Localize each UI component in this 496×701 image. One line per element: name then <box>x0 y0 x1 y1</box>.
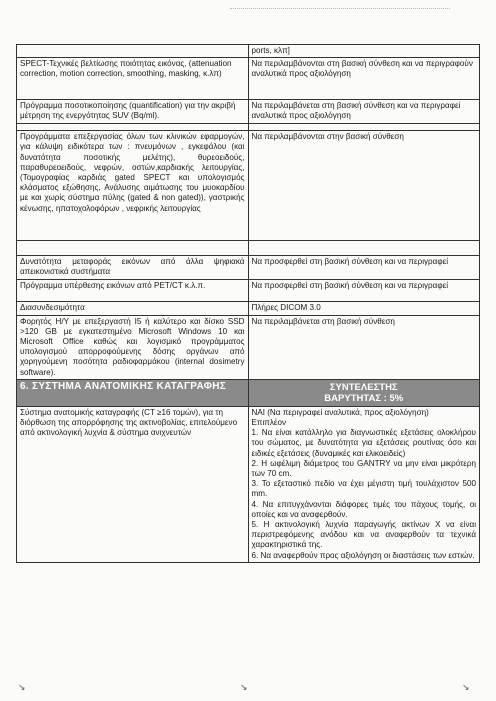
table-row <box>17 256 480 279</box>
spec-cell: Φορητός Η/Υ με επεξεργαστή I5 ή καλύτερο και δίσκο SSD >120 GB με εγκατεστημένο Microsoft Windows 10 και Microsoft Office καθώς και λογισμικό προγράμματος υπολογισμού απορροφούμενης δόσης οργάνων από χορηγούμενη ποσότητα ραδιοφαρμάκου (internal dosimetry software). <box>17 315 249 379</box>
header-artifact <box>230 8 450 10</box>
list-item: 3. Το εξεταστικό πεδίο να έχει μέγιστη τιμή τουλάχιστον 500 mm. <box>251 479 476 499</box>
spec-cell: Σύστημα ανατομικής καταγραφής (CT ≥16 τομών), για τη διόρθωση της απορρόφησης της ακτινοβολίας, επιτελούμενο από ακτινολογική λυχνία & σύστημα ανιχνευτών <box>17 406 249 562</box>
requirement-cell: Πλήρες DICOM 3.0 <box>248 301 480 315</box>
weight-label: ΣΥΝΤΕΛΕΣΤΗΣ <box>329 381 398 393</box>
requirement-cell: Να προσφερθεί στη βασική σύνθεση και να περιγραφεί <box>248 256 480 279</box>
requirement-intro: ΝΑΙ (Να περιγραφεί αναλυτικά, προς αξιολόγηση) <box>251 407 429 417</box>
spec-cell: Πρόγραμμα ποσοτικοποίησης (quantification) για την ακριβή μέτρηση της ενεργότητας SUV (Bq/ml). <box>17 100 249 124</box>
list-item: 1. Να είναι κατάλληλο για διαγνωστικές εξετάσεις ολοκλήρου του σώματος, με δυνατότητα για εξετάσεις ρουτίνας όσο και ειδικές εξετάσεις (δυναμικές και ελικοειδείς) <box>251 428 476 458</box>
section-title: 6. ΣΥΣΤΗΜΑ ΑΝΑΤΟΜΙΚΗΣ ΚΑΤΑΓΡΑΦΗΣ <box>17 379 249 406</box>
spacer-row <box>17 124 480 131</box>
list-item: 6. Να αναφερθούν προς αξιολόγηση οι διαστάσεις των εστιών. <box>251 550 475 560</box>
table-row <box>17 58 480 100</box>
requirement-cell: Να προσφερθεί στη βασική σύνθεση και να περιγραφεί <box>248 279 480 301</box>
spec-document <box>16 44 480 563</box>
requirement-cell: Να περιλαμβάνεται στη βασική σύνθεση <box>248 315 480 379</box>
table-row <box>17 279 480 301</box>
table-row <box>17 406 480 562</box>
list-item: 5. Η ακτινολογική λυχνία παραγωγής ακτίνων Χ να είναι περιστρεφόμενης ανόδου και να αναφερθούν τα τεχνικά χαρακτηριστικά της. <box>251 520 476 550</box>
requirement-cell: Να περιλαμβάνονται στη βασική σύνθεση και να περιγραφούν αναλυτικά προς αξιολόγηση <box>248 58 480 100</box>
table-row <box>17 315 480 379</box>
spec-cell: Πρόγραμμα υπέρθεσης εικόνων από PET/CT κ.λ.π. <box>17 279 249 301</box>
section-header <box>17 379 480 406</box>
spec-cell: Δυνατότητα μεταφοράς εικόνων από άλλα ψηφιακά απεικονιστικά συστήματα <box>17 256 249 279</box>
footer-mark: ↘ <box>240 683 248 693</box>
table-row <box>17 100 480 124</box>
table-row <box>17 301 480 315</box>
spec-cell: Διασυνδεσιμότητα <box>17 301 249 315</box>
requirement-sub: Επιπλέον <box>251 418 287 428</box>
weight-value: ΒΑΡΥΤΗΤΑΣ : 5% <box>324 392 404 404</box>
list-item: 4. Να επιτυγχάνονται διάφορες τιμές του πάχους τομής, οι οποίες και να αναφερθούν. <box>251 499 476 519</box>
spacer-row <box>17 241 480 256</box>
spec-table <box>16 44 480 563</box>
table-row <box>17 131 480 241</box>
spec-cell <box>17 45 249 58</box>
footer-mark: ↘ <box>18 683 26 693</box>
footer-mark: ↘ <box>462 683 470 693</box>
list-item: 2. Η ωφέλιμη διάμετρος του GANTRY να μην είναι μικρότερη των 70 cm. <box>251 458 476 479</box>
section-weight <box>248 379 480 406</box>
spec-cell: SPECT-Τεχνικές βελτίωσης ποιότητας εικόνας, (attenuation correction, motion correction, smoothing, masking, κ.λπ) <box>17 58 249 100</box>
table-row <box>17 45 480 58</box>
requirement-cell <box>248 406 480 562</box>
requirement-cell: ports, κλπ] <box>248 45 480 58</box>
spec-cell: Προγράμματα επεξεργασίας όλων των κλινικών εφαρμογών, για κάλυψη ειδικότερα των : πνευμόνων , εγκεφάλου (και δυνατότητα ποσοτικής μελέτης), θυρεοειδούς, παραθυρεοειδούς, νεφρών, οστών,καρδιακής λειτουργίας, (Τομογραφίας καρδιάς gated SPECT και υπολογισμός κλάσματος εξώθησης, Ανάλυσης αιμάτωσης του μυοκαρδίου με και χωρίς σύστημα πύλης (gated & non gated)), γαστρικής κένωσης, ηπατοχολοφόρων , νεφρικής λειτουργίας <box>17 131 249 241</box>
requirement-cell: Να περιλαμβάνεται στη βασική σύνθεση και να περιγραφεί αναλυτικά προς αξιολόγηση <box>248 100 480 124</box>
requirement-cell: Να περιλαμβάνονται στην βασική σύνθεση <box>248 131 480 241</box>
